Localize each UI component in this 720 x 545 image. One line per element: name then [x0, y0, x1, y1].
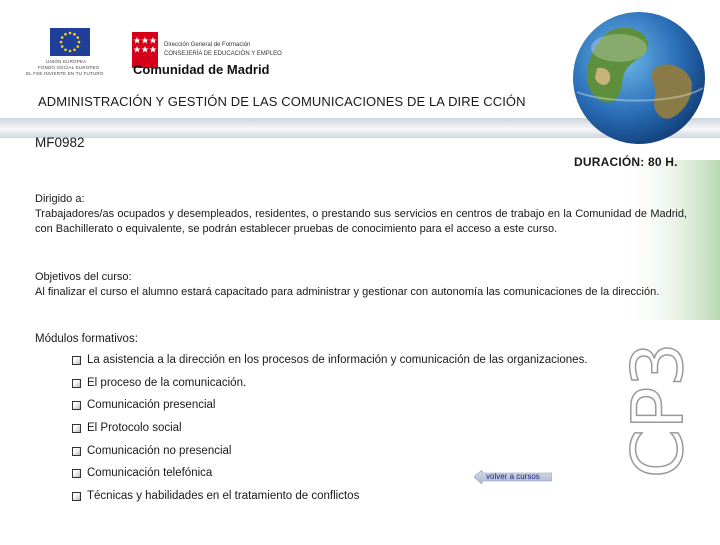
list-item — [72, 354, 588, 377]
module-label: El proceso de la comunicación. — [87, 376, 247, 389]
cp3-vertical-text: CP3 — [617, 342, 699, 478]
module-label: Técnicas y habilidades en el tratamiento de conflictos — [87, 490, 360, 503]
module-label: Comunicación presencial — [87, 399, 216, 412]
eu-text-1: UNIÓN EUROPEA — [46, 59, 87, 64]
list-item — [72, 422, 588, 445]
course-code: MF0982 — [35, 135, 85, 150]
bullet-icon — [72, 492, 81, 501]
comunidad-madrid-logo — [132, 32, 312, 78]
module-label: La asistencia a la dirección en los procesos de información y comunicación de las organizaciones. — [87, 354, 588, 366]
objetivos-section — [35, 270, 687, 300]
list-item — [72, 377, 588, 400]
module-label: Comunicación no presencial — [87, 444, 232, 457]
dirigido-section — [35, 192, 687, 237]
eu-text-2: FONDO SOCIAL EUROPEO — [38, 65, 100, 70]
bullet-icon — [72, 356, 81, 365]
list-item — [72, 445, 588, 468]
eu-text-3: EL FSE INVIERTE EN TU FUTURO — [26, 71, 104, 76]
course-duration: DURACIÓN: 80 H. — [574, 155, 678, 169]
bullet-icon — [72, 379, 81, 388]
bullet-icon — [72, 447, 81, 456]
globe-icon — [567, 8, 712, 148]
back-button-label: volver a cursos — [486, 472, 540, 481]
dirigido-text: Trabajadores/as ocupados y desempleados, residentes, o prestando sus servicios en centros de trabajo en la Comunidad de Madrid, con Bachillerato o equivalente, se podrán establecer pruebas de conocimiento para el acceso a este curso. — [35, 208, 687, 235]
cm-direccion-text: Dirección General de Formación — [164, 42, 251, 48]
bullet-icon — [72, 424, 81, 433]
objetivos-text: Al finalizar el curso el alumno estará capacitado para administrar y gestionar con autonomía las comunicaciones de la dirección. — [35, 286, 660, 298]
dirigido-heading: Dirigido a: — [35, 193, 85, 205]
list-item — [72, 490, 588, 513]
objetivos-heading: Objetivos del curso: — [35, 271, 132, 283]
bullet-icon — [72, 401, 81, 410]
eu-logo — [24, 26, 124, 82]
cm-name-text: Comunidad de Madrid — [133, 62, 270, 77]
module-label: El Protocolo social — [87, 422, 182, 435]
cm-consejeria-text: CONSEJERÍA DE EDUCACIÓN Y EMPLEO — [164, 51, 282, 57]
page-title: ADMINISTRACIÓN Y GESTIÓN DE LAS COMUNICACIONES DE LA DIRE CCIÓN — [38, 94, 526, 109]
list-item — [72, 399, 588, 422]
back-to-courses-button[interactable] — [474, 470, 552, 484]
bullet-icon — [72, 469, 81, 478]
eu-flag-icon — [50, 28, 90, 56]
module-label: Comunicación telefónica — [87, 467, 213, 480]
modulos-heading: Módulos formativos: — [35, 333, 138, 345]
modulos-list — [72, 354, 588, 513]
